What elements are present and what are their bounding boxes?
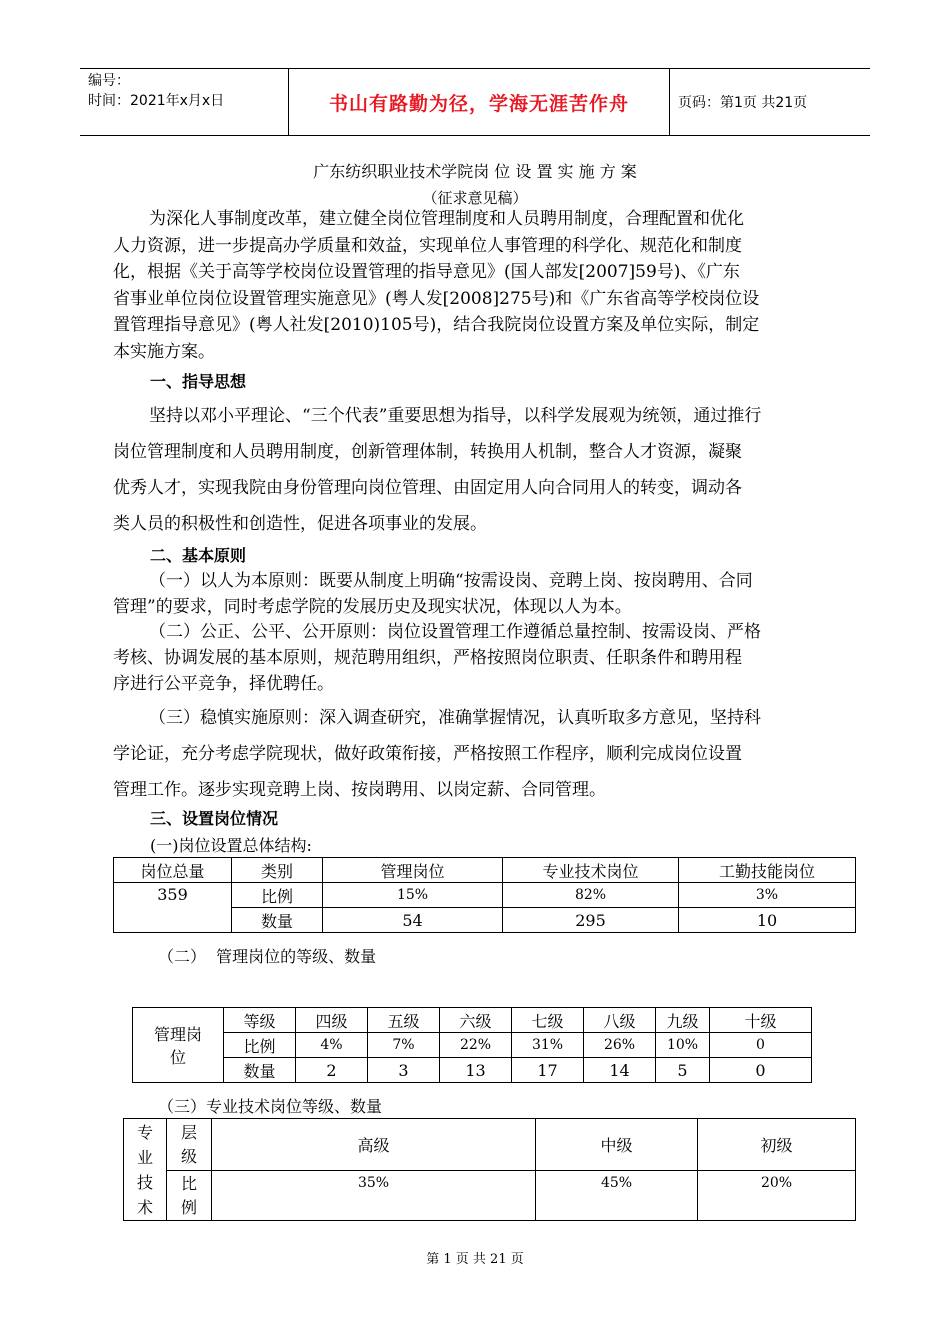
section-1-line: 岗位管理制度和人员聘用制度，创新管理体制，转换用人机制，整合人才资源，凝聚 [113, 442, 742, 462]
page-footer: 第 1 页 共 21 页 [426, 1252, 524, 1267]
table-header-cell: 九级 [656, 1008, 710, 1033]
principle-1-line: （一）以人为本原则：既要从制度上明确“按需设岗、竞聘上岗、按岗聘用、合同 [149, 571, 753, 591]
professional-positions-table [123, 1118, 856, 1221]
principle-2-line: 序进行公平竞争，择优聘任。 [113, 674, 334, 694]
table-header-cell: 专业技术岗位 [503, 858, 679, 883]
table-cell: 4% [296, 1033, 368, 1058]
table-cell: 5 [656, 1058, 710, 1083]
table-cell: 54 [323, 908, 503, 933]
document-title: 广东纺织职业技术学院岗 位 设 置 实 施 方 案 [313, 162, 637, 181]
table-cell: 17 [512, 1058, 584, 1083]
principle-1 [113, 568, 843, 620]
table-header-cell: 五级 [368, 1008, 440, 1033]
table-cell: 31% [512, 1033, 584, 1058]
section-1-heading: 一、指导思想 [150, 372, 247, 391]
table-cell: 10 [679, 908, 856, 933]
table-cell: 0 [710, 1058, 812, 1083]
document-subtitle: （征求意见稿） [422, 189, 528, 207]
intro-line: 化，根据《关于高等学校岗位设置管理的指导意见》(国人部发[2007]59号)、《广东 [113, 262, 740, 282]
table-header-cell: 七级 [512, 1008, 584, 1033]
table-cell: 295 [503, 908, 679, 933]
table-cell: 22% [440, 1033, 512, 1058]
table-2-caption: （二） 管理岗位的等级、数量 [158, 947, 377, 966]
table-cell: 14 [584, 1058, 656, 1083]
section-2-heading: 二、基本原则 [150, 546, 247, 565]
page-header [80, 68, 870, 136]
principle-2 [113, 619, 843, 697]
section-1-line: 坚持以邓小平理论、“三个代表”重要思想为指导，以科学发展观为统领，通过推行 [149, 406, 762, 426]
section-1-paragraph [113, 398, 843, 542]
table-cell: 45% [536, 1171, 698, 1221]
intro-line: 为深化人事制度改革，建立健全岗位管理制度和人员聘用制度，合理配置和优化 [149, 209, 744, 229]
principle-2-line: （二）公正、公平、公开原则：岗位设置管理工作遵循总量控制、按需设岗、严格 [149, 622, 761, 642]
level-label-cell: 层 级 [167, 1119, 212, 1171]
header-meta [80, 69, 289, 136]
principle-3-line: 学论证，充分考虑学院现状，做好政策衔接，严格按照工作程序，顺利完成岗位设置 [113, 744, 742, 764]
principle-3-line: 管理工作。逐步实现竞聘上岗、按岗聘用、以岗定薪、合同管理。 [113, 780, 606, 800]
total-positions-cell: 359 [114, 883, 232, 933]
table-header-cell: 六级 [440, 1008, 512, 1033]
intro-line: 本实施方案。 [113, 341, 215, 362]
intro-line: 省事业单位岗位设置管理实施意见》(粤人发[2008]275号)和《广东省高等学校岗位设 [113, 288, 760, 309]
table-header-cell: 类别 [232, 858, 323, 883]
intro-paragraph [113, 206, 843, 365]
ratio-label-cell: 比 例 [167, 1171, 212, 1221]
table-header-cell: 管理岗位 [323, 858, 503, 883]
row-label-cell: 数量 [232, 908, 323, 933]
header-date: 时间：2021年x月x日 [88, 93, 225, 109]
table-header-cell: 高级 [212, 1119, 536, 1171]
section-3-heading: 三、设置岗位情况 [150, 809, 279, 828]
management-row-head: 管理岗 位 [133, 1008, 224, 1083]
table-cell: 7% [368, 1033, 440, 1058]
section-1-line: 优秀人才，实现我院由身份管理向岗位管理、由固定用人向合同用人的转变，调动各 [113, 478, 742, 498]
table-1-caption: (一)岗位设置总体结构: [150, 836, 312, 855]
principle-3-line: （三）稳慎实施原则：深入调查研究，准确掌握情况，认真听取多方意见，坚持科 [149, 708, 761, 728]
table-header-cell: 中级 [536, 1119, 698, 1171]
table-cell: 0 [710, 1033, 812, 1058]
intro-line: 置管理指导意见》(粤人社发[2010)105号)，结合我院岗位设置方案及单位实际，制定 [113, 315, 760, 335]
intro-line: 人力资源，进一步提高办学质量和效益，实现单位人事管理的科学化、规范化和制度 [113, 235, 742, 256]
table-cell: 2 [296, 1058, 368, 1083]
table-header-cell: 初级 [698, 1119, 856, 1171]
table-cell: 3 [368, 1058, 440, 1083]
table-header-cell: 四级 [296, 1008, 368, 1033]
professional-row-head: 专 业 技 术 [124, 1119, 167, 1221]
principle-3 [113, 700, 843, 808]
table-header-cell: 等级 [224, 1008, 296, 1033]
header-number: 编号： [88, 73, 130, 89]
table-cell: 26% [584, 1033, 656, 1058]
table-3-caption: （三）专业技术岗位等级、数量 [158, 1097, 383, 1116]
table-cell: 20% [698, 1171, 856, 1221]
table-cell: 35% [212, 1171, 536, 1221]
management-positions-table [132, 1007, 812, 1083]
table-cell: 10% [656, 1033, 710, 1058]
table-cell: 15% [323, 883, 503, 908]
table-header-cell: 十级 [710, 1008, 812, 1033]
table-header-cell: 八级 [584, 1008, 656, 1033]
principle-1-line: 管理”的要求，同时考虑学院的发展历史及现实状况，体现以人为本。 [113, 597, 632, 617]
table-cell: 13 [440, 1058, 512, 1083]
section-1-line: 类人员的积极性和创造性，促进各项事业的发展。 [113, 514, 487, 534]
row-label-cell: 比例 [224, 1033, 296, 1058]
header-page-info: 页码：第1页 共21页 [670, 69, 871, 136]
table-cell: 3% [679, 883, 856, 908]
table-header-cell: 岗位总量 [114, 858, 232, 883]
table-header-cell: 工勤技能岗位 [679, 858, 856, 883]
overall-structure-table [113, 857, 856, 933]
row-label-cell: 比例 [232, 883, 323, 908]
principle-2-line: 考核、协调发展的基本原则，规范聘用组织，严格按照岗位职责、任职条件和聘用程 [113, 648, 742, 668]
table-cell: 82% [503, 883, 679, 908]
header-motto: 书山有路勤为径，学海无涯苦作舟 [289, 69, 670, 136]
row-label-cell: 数量 [224, 1058, 296, 1083]
